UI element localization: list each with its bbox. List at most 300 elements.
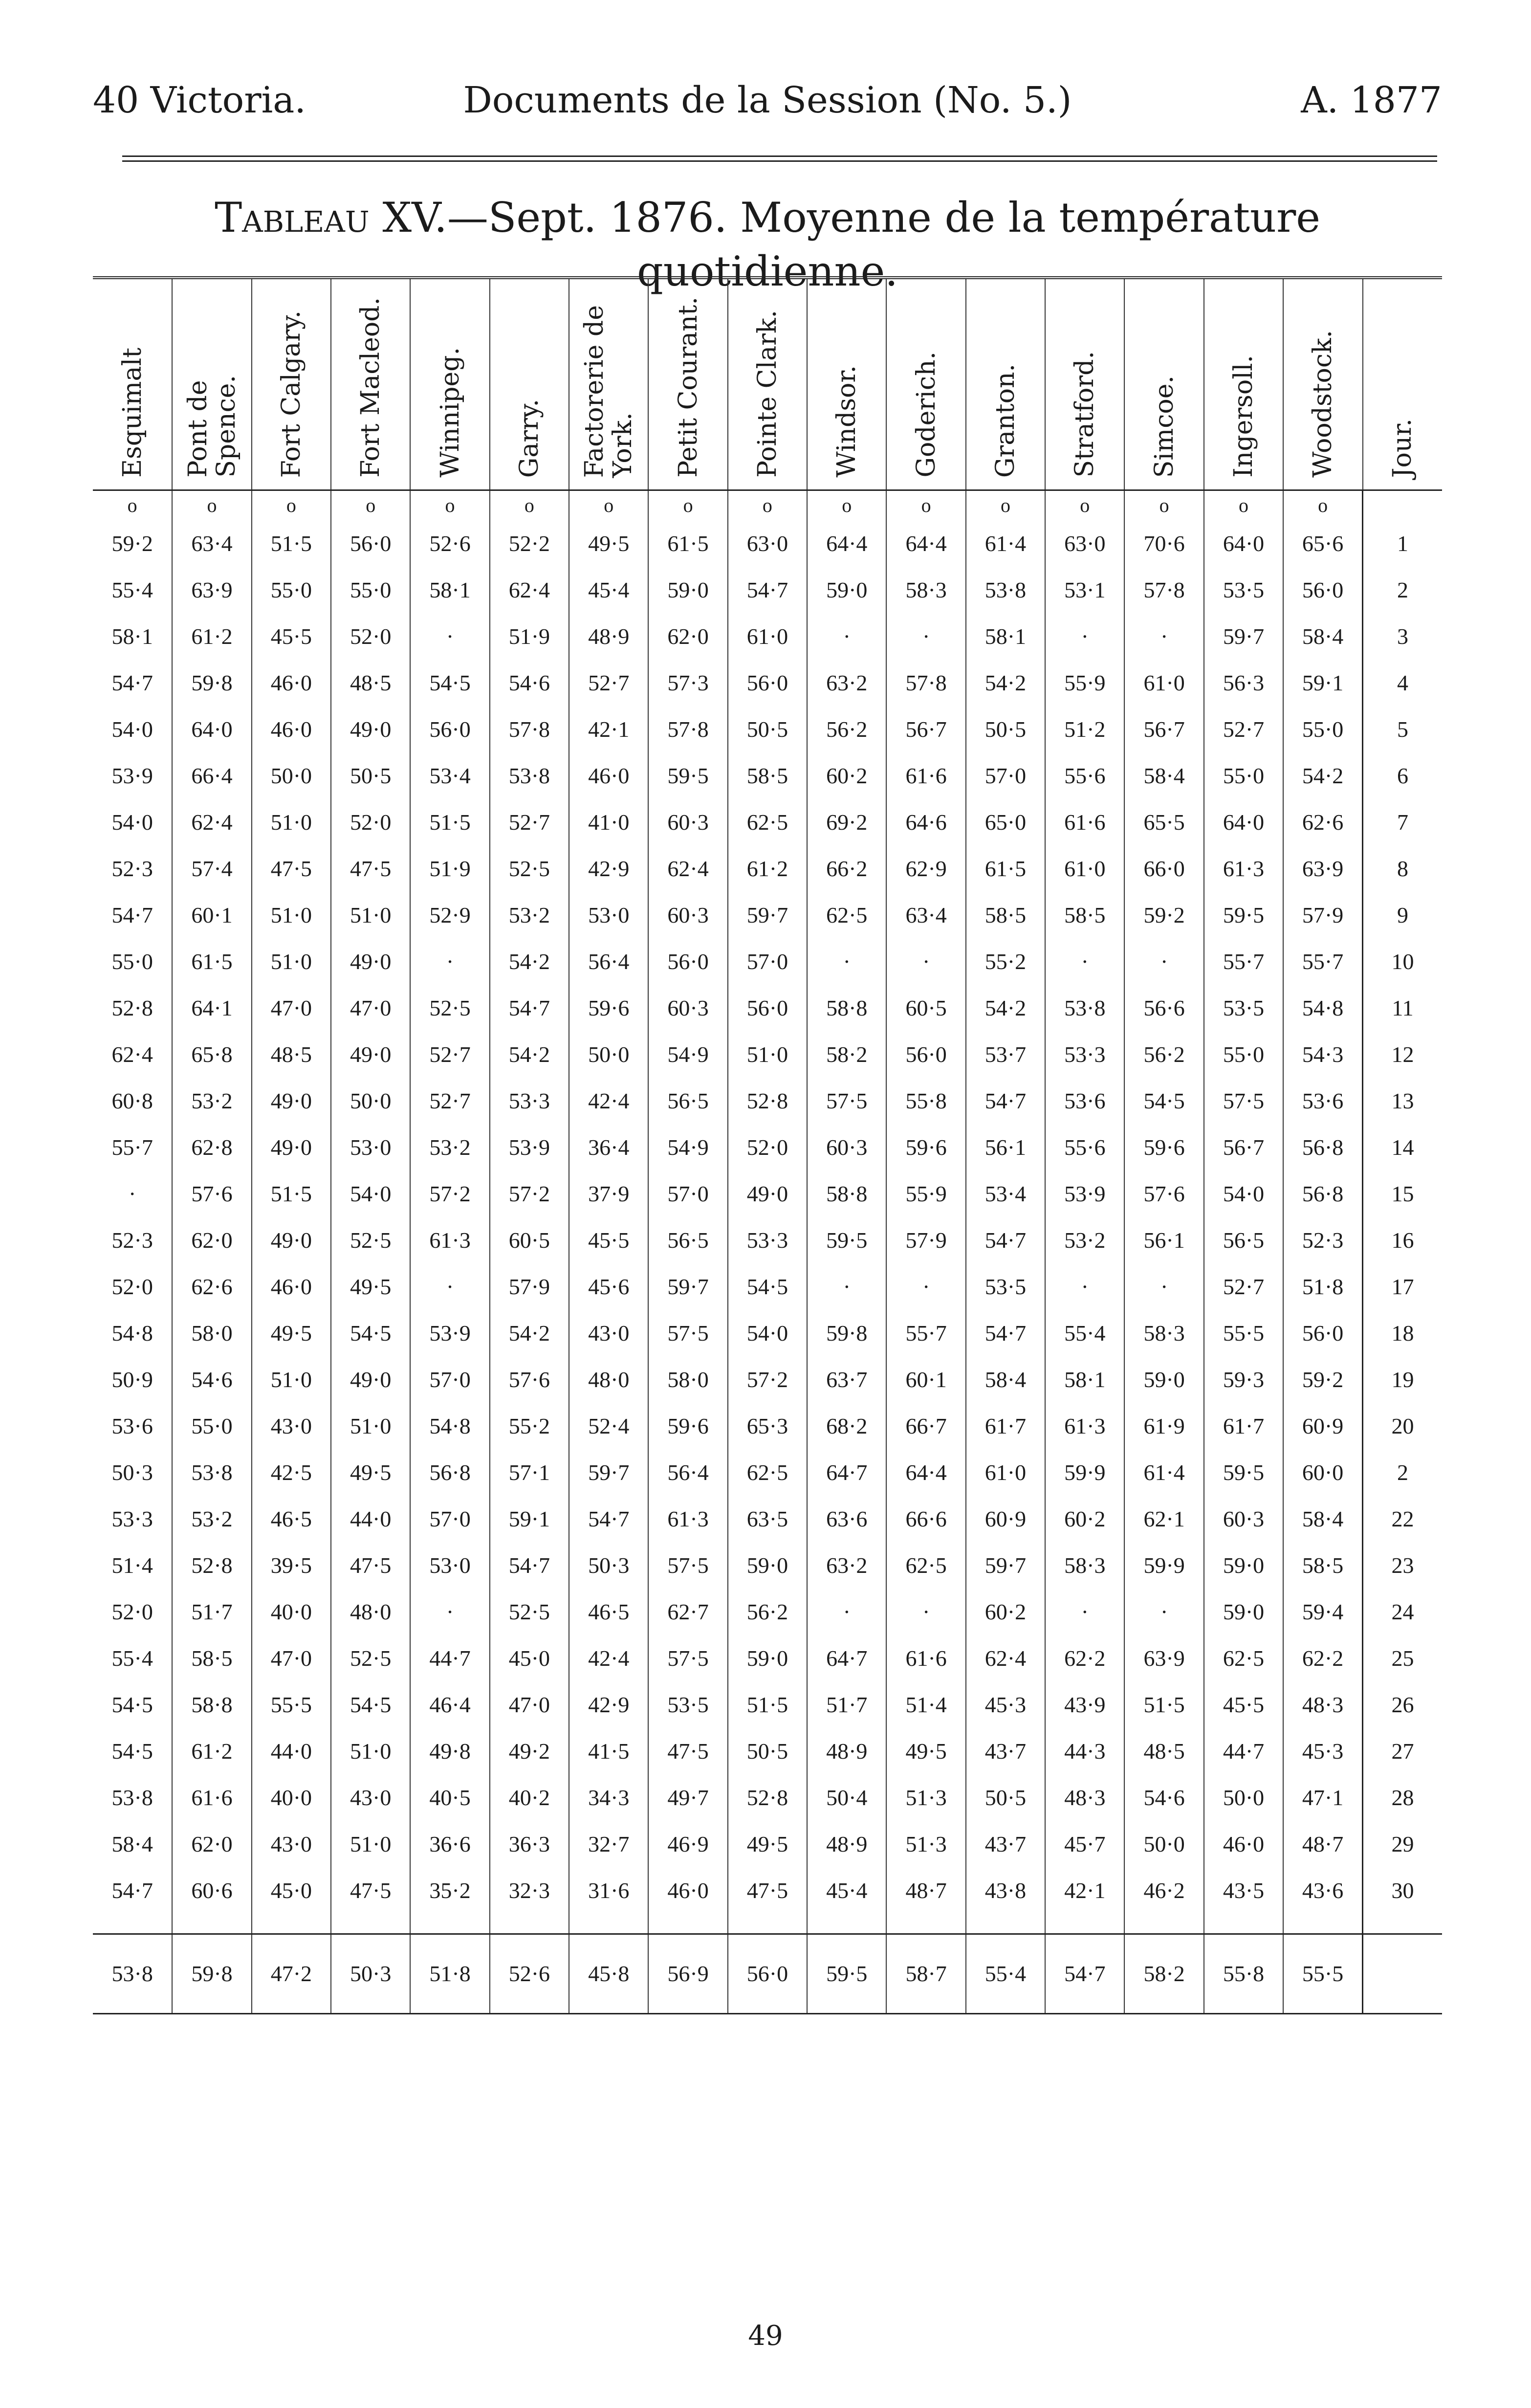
temperature-cell: 56·0 [410, 706, 489, 752]
temperature-cell: 59·9 [1124, 1542, 1203, 1589]
temperature-cell: · [807, 613, 886, 660]
temperature-cell: 36·4 [569, 1124, 648, 1171]
temperature-cell: · [410, 1263, 489, 1310]
temperature-cell: 64·7 [807, 1635, 886, 1681]
temperature-cell: 46·0 [252, 660, 331, 706]
temperature-cell: 45·3 [966, 1681, 1045, 1728]
day-cell: 12 [1363, 1031, 1443, 1078]
temperature-cell: 57·5 [1204, 1078, 1283, 1124]
temperature-cell: 64·6 [886, 799, 965, 845]
temperature-cell: 57·9 [886, 1217, 965, 1263]
spacer-cell [807, 1914, 886, 1934]
temperature-cell: 60·1 [886, 1356, 965, 1403]
temperature-cell: 54·0 [331, 1171, 410, 1217]
temperature-cell: 47·5 [331, 1867, 410, 1914]
unit-mark: o [728, 490, 807, 521]
table-row [93, 1635, 1442, 1681]
temperature-cell: 62·2 [1283, 1635, 1362, 1681]
temperature-cell: 62·5 [1204, 1635, 1283, 1681]
temperature-cell: 50·5 [966, 706, 1045, 752]
table-row [93, 1449, 1442, 1496]
temperature-cell: 57·8 [490, 706, 569, 752]
mean-cell: 56·9 [648, 1934, 727, 2014]
temperature-cell: · [807, 938, 886, 985]
temperature-cell: 70·6 [1124, 520, 1203, 567]
temperature-cell: 45·4 [569, 567, 648, 613]
temperature-cell: 58·4 [966, 1356, 1045, 1403]
temperature-cell: 54·0 [111, 717, 153, 742]
temperature-cell: 61·3 [1204, 845, 1283, 892]
running-header [93, 73, 1442, 127]
table-row [93, 706, 1442, 752]
temperature-cell: 61·6 [172, 1774, 251, 1821]
temperature-cell: 49·0 [728, 1171, 807, 1217]
temperature-cell: 60·3 [1204, 1496, 1283, 1542]
column-header [172, 278, 251, 490]
temperature-cell: 42·9 [569, 1681, 648, 1728]
temperature-cell: 44·7 [1204, 1728, 1283, 1774]
temperature-cell: 54·0 [1204, 1171, 1283, 1217]
temperature-cell: 61·0 [728, 613, 807, 660]
temperature-cell: 59·0 [807, 567, 886, 613]
temperature-cell: 53·8 [490, 752, 569, 799]
spacer-cell [172, 1914, 251, 1934]
temperature-cell: 56·4 [648, 1449, 727, 1496]
temperature-cell: 58·3 [1045, 1542, 1124, 1589]
temperature-cell: 62·4 [172, 799, 251, 845]
temperature-cell: 52·8 [728, 1078, 807, 1124]
temperature-cell: 63·0 [728, 520, 807, 567]
table-row [93, 1078, 1442, 1124]
table-row [93, 1542, 1442, 1589]
temperature-cell: 50·0 [1124, 1821, 1203, 1867]
temperature-cell: · [1124, 938, 1203, 985]
temperature-cell: 49·0 [331, 1356, 410, 1403]
temperature-cell: 53·6 [1283, 1078, 1362, 1124]
temperature-cell: · [1045, 938, 1124, 985]
temperature-cell: 56·5 [648, 1078, 727, 1124]
column-header-label: Ingersoll. [1228, 355, 1258, 478]
table-row [93, 985, 1442, 1031]
temperature-cell: 46·9 [648, 1821, 727, 1867]
temperature-cell: 58·5 [728, 752, 807, 799]
temperature-cell: 54·7 [111, 1878, 153, 1903]
day-cell: 16 [1363, 1217, 1443, 1263]
unit-mark: o [1283, 490, 1362, 521]
temperature-cell: 57·5 [648, 1635, 727, 1681]
temperature-cell: 69·2 [807, 799, 886, 845]
temperature-cell: 58·2 [807, 1031, 886, 1078]
temperature-cell: 43·0 [252, 1821, 331, 1867]
temperature-cell: 59·7 [569, 1449, 648, 1496]
temperature-cell: 53·4 [966, 1171, 1045, 1217]
temperature-cell: 60·5 [490, 1217, 569, 1263]
column-header [93, 278, 172, 490]
day-cell: 19 [1363, 1356, 1443, 1403]
temperature-cell: 66·6 [886, 1496, 965, 1542]
temperature-cell: 59·0 [648, 567, 727, 613]
column-header-label: Petit Courant. [673, 297, 703, 478]
temperature-cell: 56·8 [1283, 1171, 1362, 1217]
temperature-cell: · [886, 613, 965, 660]
column-header-label: Goderich. [911, 352, 941, 478]
temperature-cell: 50·9 [111, 1367, 153, 1392]
mean-cell: 55·5 [1283, 1934, 1362, 2014]
temperature-cell: 54·7 [490, 985, 569, 1031]
temperature-cell: 46·5 [569, 1589, 648, 1635]
column-header-label: Garry. [514, 398, 544, 478]
temperature-cell: 51·4 [111, 1553, 153, 1578]
temperature-cell: 53·2 [1045, 1217, 1124, 1263]
temperature-cell: 59·7 [966, 1542, 1045, 1589]
temperature-cell: 49·0 [252, 1124, 331, 1171]
temperature-cell: 66·7 [886, 1403, 965, 1449]
temperature-cell: 54·6 [1124, 1774, 1203, 1821]
temperature-cell: · [1124, 1263, 1203, 1310]
temperature-cell: 52·5 [490, 845, 569, 892]
temperature-cell: 36·6 [410, 1821, 489, 1867]
spacer-cell [728, 1914, 807, 1934]
day-cell: 25 [1363, 1635, 1443, 1681]
temperature-cell: 55·0 [252, 567, 331, 613]
temperature-cell: 57·4 [172, 845, 251, 892]
day-cell: 23 [1363, 1542, 1443, 1589]
temperature-cell: 51·0 [252, 799, 331, 845]
temperature-cell: 56·4 [569, 938, 648, 985]
spacer-cell [1283, 1914, 1362, 1934]
column-header-label: Winnipeg. [435, 347, 465, 478]
table-body [93, 490, 1442, 2014]
temperature-cell: 55·0 [1283, 706, 1362, 752]
temperature-cell: 58·5 [1283, 1542, 1362, 1589]
temperature-cell: 65·6 [1283, 520, 1362, 567]
temperature-cell: 52·9 [410, 892, 489, 938]
column-header-label: Esquimalt [117, 348, 147, 478]
day-cell: 2 [1363, 567, 1443, 613]
table-row [93, 799, 1442, 845]
temperature-cell: 51·8 [1283, 1263, 1362, 1310]
unit-mark: o [966, 490, 1045, 521]
temperature-cell: 59·7 [728, 892, 807, 938]
temperature-cell: 48·7 [886, 1867, 965, 1914]
temperature-cell: 55·5 [252, 1681, 331, 1728]
temperature-cell: 63·2 [807, 1542, 886, 1589]
temperature-cell: 50·3 [569, 1542, 648, 1589]
temperature-cell: 61·0 [1124, 660, 1203, 706]
temperature-cell: 46·2 [1124, 1867, 1203, 1914]
temperature-cell: 47·5 [252, 845, 331, 892]
table-row [93, 1403, 1442, 1449]
temperature-cell: 55·2 [966, 938, 1045, 985]
temperature-cell: 62·2 [1045, 1635, 1124, 1681]
table-row [93, 520, 1442, 567]
temperature-cell: 52·0 [111, 1599, 153, 1624]
temperature-cell: 56·2 [728, 1589, 807, 1635]
day-cell: 26 [1363, 1681, 1443, 1728]
temperature-cell: 57·5 [648, 1542, 727, 1589]
temperature-cell: 48·5 [1124, 1728, 1203, 1774]
temperature-cell: 60·2 [807, 752, 886, 799]
temperature-cell: 63·9 [172, 567, 251, 613]
temperature-cell: 52·4 [569, 1403, 648, 1449]
table-row [93, 1171, 1442, 1217]
temperature-cell: 59·0 [728, 1542, 807, 1589]
temperature-cell: 65·3 [728, 1403, 807, 1449]
temperature-cell: 59·2 [1283, 1356, 1362, 1403]
temperature-cell: 58·8 [807, 1171, 886, 1217]
column-header [1204, 278, 1283, 490]
temperature-cell: 45·0 [490, 1635, 569, 1681]
temperature-cell: 56·7 [1124, 706, 1203, 752]
day-cell: 13 [1363, 1078, 1443, 1124]
unit-mark: o [1204, 490, 1283, 521]
table-row [93, 1867, 1442, 1914]
temperature-cell: 54·9 [648, 1031, 727, 1078]
spacer-cell [648, 1914, 727, 1934]
spacer-cell [331, 1914, 410, 1934]
table-row [93, 1681, 1442, 1728]
temperature-cell: 53·2 [172, 1078, 251, 1124]
unit-row [93, 490, 1442, 521]
spacer-cell [1045, 1914, 1124, 1934]
temperature-cell: 56·2 [807, 706, 886, 752]
column-header [569, 278, 648, 490]
temperature-cell: 47·0 [252, 985, 331, 1031]
temperature-cell: 56·0 [728, 660, 807, 706]
temperature-cell: 52·8 [172, 1542, 251, 1589]
temperature-cell: 50·5 [728, 1728, 807, 1774]
temperature-cell: 57·0 [648, 1171, 727, 1217]
temperature-cell: 57·5 [807, 1078, 886, 1124]
mean-cell: 52·6 [490, 1934, 569, 2014]
temperature-cell: 52·7 [1204, 1263, 1283, 1310]
temperature-cell: 68·2 [807, 1403, 886, 1449]
temperature-cell: 52·8 [728, 1774, 807, 1821]
temperature-cell: 55·8 [886, 1078, 965, 1124]
temperature-cell: 48·9 [807, 1821, 886, 1867]
temperature-cell: · [1045, 1263, 1124, 1310]
unit-mark: o [886, 490, 965, 521]
temperature-cell: 37·9 [569, 1171, 648, 1217]
header-left: 40 Victoria. [93, 79, 306, 121]
temperature-cell: 58·8 [172, 1681, 251, 1728]
temperature-cell: 50·0 [252, 752, 331, 799]
temperature-cell: 57·9 [490, 1263, 569, 1310]
temperature-cell: 64·0 [1204, 799, 1283, 845]
temperature-cell: 48·0 [569, 1356, 648, 1403]
temperature-cell: 53·2 [172, 1496, 251, 1542]
temperature-cell: 55·6 [1045, 752, 1124, 799]
temperature-cell: 57·1 [490, 1449, 569, 1496]
temperature-cell: 61·2 [172, 613, 251, 660]
temperature-cell: 61·3 [1045, 1403, 1124, 1449]
temperature-cell: 51·9 [490, 613, 569, 660]
temperature-cell: 50·0 [1204, 1774, 1283, 1821]
temperature-cell: 54·6 [490, 660, 569, 706]
temperature-cell: 57·2 [728, 1356, 807, 1403]
temperature-cell: 54·2 [490, 1031, 569, 1078]
mean-cell: 56·0 [728, 1934, 807, 2014]
temperature-cell: 57·0 [966, 752, 1045, 799]
temperature-cell: 59·5 [648, 752, 727, 799]
temperature-cell: 58·5 [172, 1635, 251, 1681]
unit-mark: o [127, 494, 137, 516]
temperature-cell: 52·8 [111, 995, 153, 1020]
temperature-cell: 47·5 [648, 1728, 727, 1774]
temperature-cell: 49·0 [331, 1031, 410, 1078]
temperature-cell: 55·4 [111, 577, 153, 602]
temperature-cell: 51·5 [252, 1171, 331, 1217]
temperature-cell: 57·6 [490, 1356, 569, 1403]
temperature-cell: 55·7 [111, 1135, 153, 1160]
temperature-cell: 45·4 [807, 1867, 886, 1914]
spacer-row [93, 1914, 1442, 1934]
temperature-cell: 61·4 [1124, 1449, 1203, 1496]
mean-cell: 55·4 [966, 1934, 1045, 2014]
column-header-label: Fort Macleod. [356, 297, 386, 478]
temperature-cell: 62·6 [172, 1263, 251, 1310]
temperature-cell: 44·3 [1045, 1728, 1124, 1774]
table-title-prefix: Tableau [215, 194, 370, 242]
temperature-cell: 43·7 [966, 1821, 1045, 1867]
table-row [93, 752, 1442, 799]
temperature-cell: 50·5 [331, 752, 410, 799]
temperature-cell: 58·4 [111, 1832, 153, 1856]
temperature-cell: · [410, 1589, 489, 1635]
temperature-cell: 52·7 [410, 1078, 489, 1124]
temperature-cell: 61·7 [966, 1403, 1045, 1449]
temperature-cell: 55·0 [1204, 1031, 1283, 1078]
temperature-cell: 65·8 [172, 1031, 251, 1078]
temperature-cell: 52·3 [1283, 1217, 1362, 1263]
temperature-cell: 42·9 [569, 845, 648, 892]
temperature-cell: 59·1 [490, 1496, 569, 1542]
temperature-cell: 59·7 [1204, 613, 1283, 660]
temperature-cell: 32·3 [490, 1867, 569, 1914]
temperature-cell: 53·3 [490, 1078, 569, 1124]
temperature-cell: 59·4 [1283, 1589, 1362, 1635]
temperature-cell: 52·5 [331, 1635, 410, 1681]
temperature-cell: 57·8 [648, 706, 727, 752]
temperature-cell: 50·5 [966, 1774, 1045, 1821]
temperature-cell: 58·3 [1124, 1310, 1203, 1356]
column-header-label: Pointe Clark. [752, 310, 782, 478]
temperature-cell: 61·2 [172, 1728, 251, 1774]
temperature-cell: 62·1 [1124, 1496, 1203, 1542]
temperature-cell: · [1045, 613, 1124, 660]
spacer-cell [569, 1914, 648, 1934]
temperature-cell: 58·4 [1124, 752, 1203, 799]
temperature-cell: 61·9 [1124, 1403, 1203, 1449]
temperature-cell: 54·5 [1124, 1078, 1203, 1124]
day-cell: 24 [1363, 1589, 1443, 1635]
temperature-cell: 60·0 [1283, 1449, 1362, 1496]
temperature-cell: 39·5 [252, 1542, 331, 1589]
temperature-cell: 51·5 [410, 799, 489, 845]
temperature-cell: 51·2 [1045, 706, 1124, 752]
temperature-cell: 45·6 [569, 1263, 648, 1310]
temperature-cell: 49·7 [648, 1774, 727, 1821]
mean-cell: 59·8 [172, 1934, 251, 2014]
temperature-cell: 56·8 [1283, 1124, 1362, 1171]
temperature-cell: 59·0 [1124, 1356, 1203, 1403]
temperature-cell: 55·0 [111, 949, 153, 974]
temperature-cell: 59·0 [1204, 1542, 1283, 1589]
temperature-cell: 54·6 [172, 1356, 251, 1403]
temperature-cell: 50·0 [569, 1031, 648, 1078]
temperature-cell: 31·6 [569, 1867, 648, 1914]
temperature-cell: 62·0 [172, 1821, 251, 1867]
temperature-cell: 52·2 [490, 520, 569, 567]
day-cell: 28 [1363, 1774, 1443, 1821]
temperature-cell: 50·4 [807, 1774, 886, 1821]
temperature-cell: 50·0 [331, 1078, 410, 1124]
table-row [93, 1821, 1442, 1867]
temperature-cell: 59·3 [1204, 1356, 1283, 1403]
temperature-cell: 63·4 [172, 520, 251, 567]
temperature-cell: 63·0 [1045, 520, 1124, 567]
temperature-cell: 57·6 [172, 1171, 251, 1217]
temperature-cell: 58·1 [111, 624, 153, 649]
temperature-cell: · [886, 1589, 965, 1635]
table-row [93, 1263, 1442, 1310]
column-header [331, 278, 410, 490]
temperature-cell: 63·7 [807, 1356, 886, 1403]
temperature-cell: 56·0 [1283, 1310, 1362, 1356]
spacer-cell [1124, 1914, 1203, 1934]
temperature-cell: 61·5 [172, 938, 251, 985]
temperature-cell: 53·8 [1045, 985, 1124, 1031]
table-row [93, 1496, 1442, 1542]
temperature-cell: 56·1 [1124, 1217, 1203, 1263]
temperature-cell: 55·7 [1283, 938, 1362, 985]
temperature-cell: 62·6 [1283, 799, 1362, 845]
temperature-cell: 51·0 [331, 1728, 410, 1774]
temperature-cell: 54·5 [331, 1310, 410, 1356]
temperature-cell: 58·0 [648, 1356, 727, 1403]
temperature-cell: 62·5 [807, 892, 886, 938]
column-header-label: Windsor. [832, 365, 862, 478]
column-header [648, 278, 727, 490]
temperature-cell: 52·0 [331, 799, 410, 845]
temperature-cell: 53·9 [1045, 1171, 1124, 1217]
temperature-cell: 53·0 [569, 892, 648, 938]
mean-cell: 55·8 [1204, 1934, 1283, 2014]
temperature-cell: 60·9 [966, 1496, 1045, 1542]
unit-mark: o [172, 490, 251, 521]
day-cell: 29 [1363, 1821, 1443, 1867]
temperature-cell: 63·2 [807, 660, 886, 706]
spacer-cell [1204, 1914, 1283, 1934]
temperature-cell: 46·0 [252, 1263, 331, 1310]
column-header-label: Factorerie de York. [580, 305, 638, 478]
temperature-cell: 59·1 [1283, 660, 1362, 706]
temperature-cell: · [807, 1589, 886, 1635]
temperature-cell: 59·7 [648, 1263, 727, 1310]
temperature-cell: 45·5 [569, 1217, 648, 1263]
temperature-cell: · [807, 1263, 886, 1310]
temperature-cell: 52·7 [1204, 706, 1283, 752]
table-row [93, 892, 1442, 938]
temperature-cell: 51·0 [252, 938, 331, 985]
temperature-cell: 50·5 [728, 706, 807, 752]
temperature-cell: 42·4 [569, 1078, 648, 1124]
temperature-cell: 64·1 [172, 985, 251, 1031]
day-cell: 3 [1363, 613, 1443, 660]
temperature-cell: 61·0 [966, 1449, 1045, 1496]
day-cell: 10 [1363, 938, 1443, 985]
temperature-cell: 57·2 [490, 1171, 569, 1217]
